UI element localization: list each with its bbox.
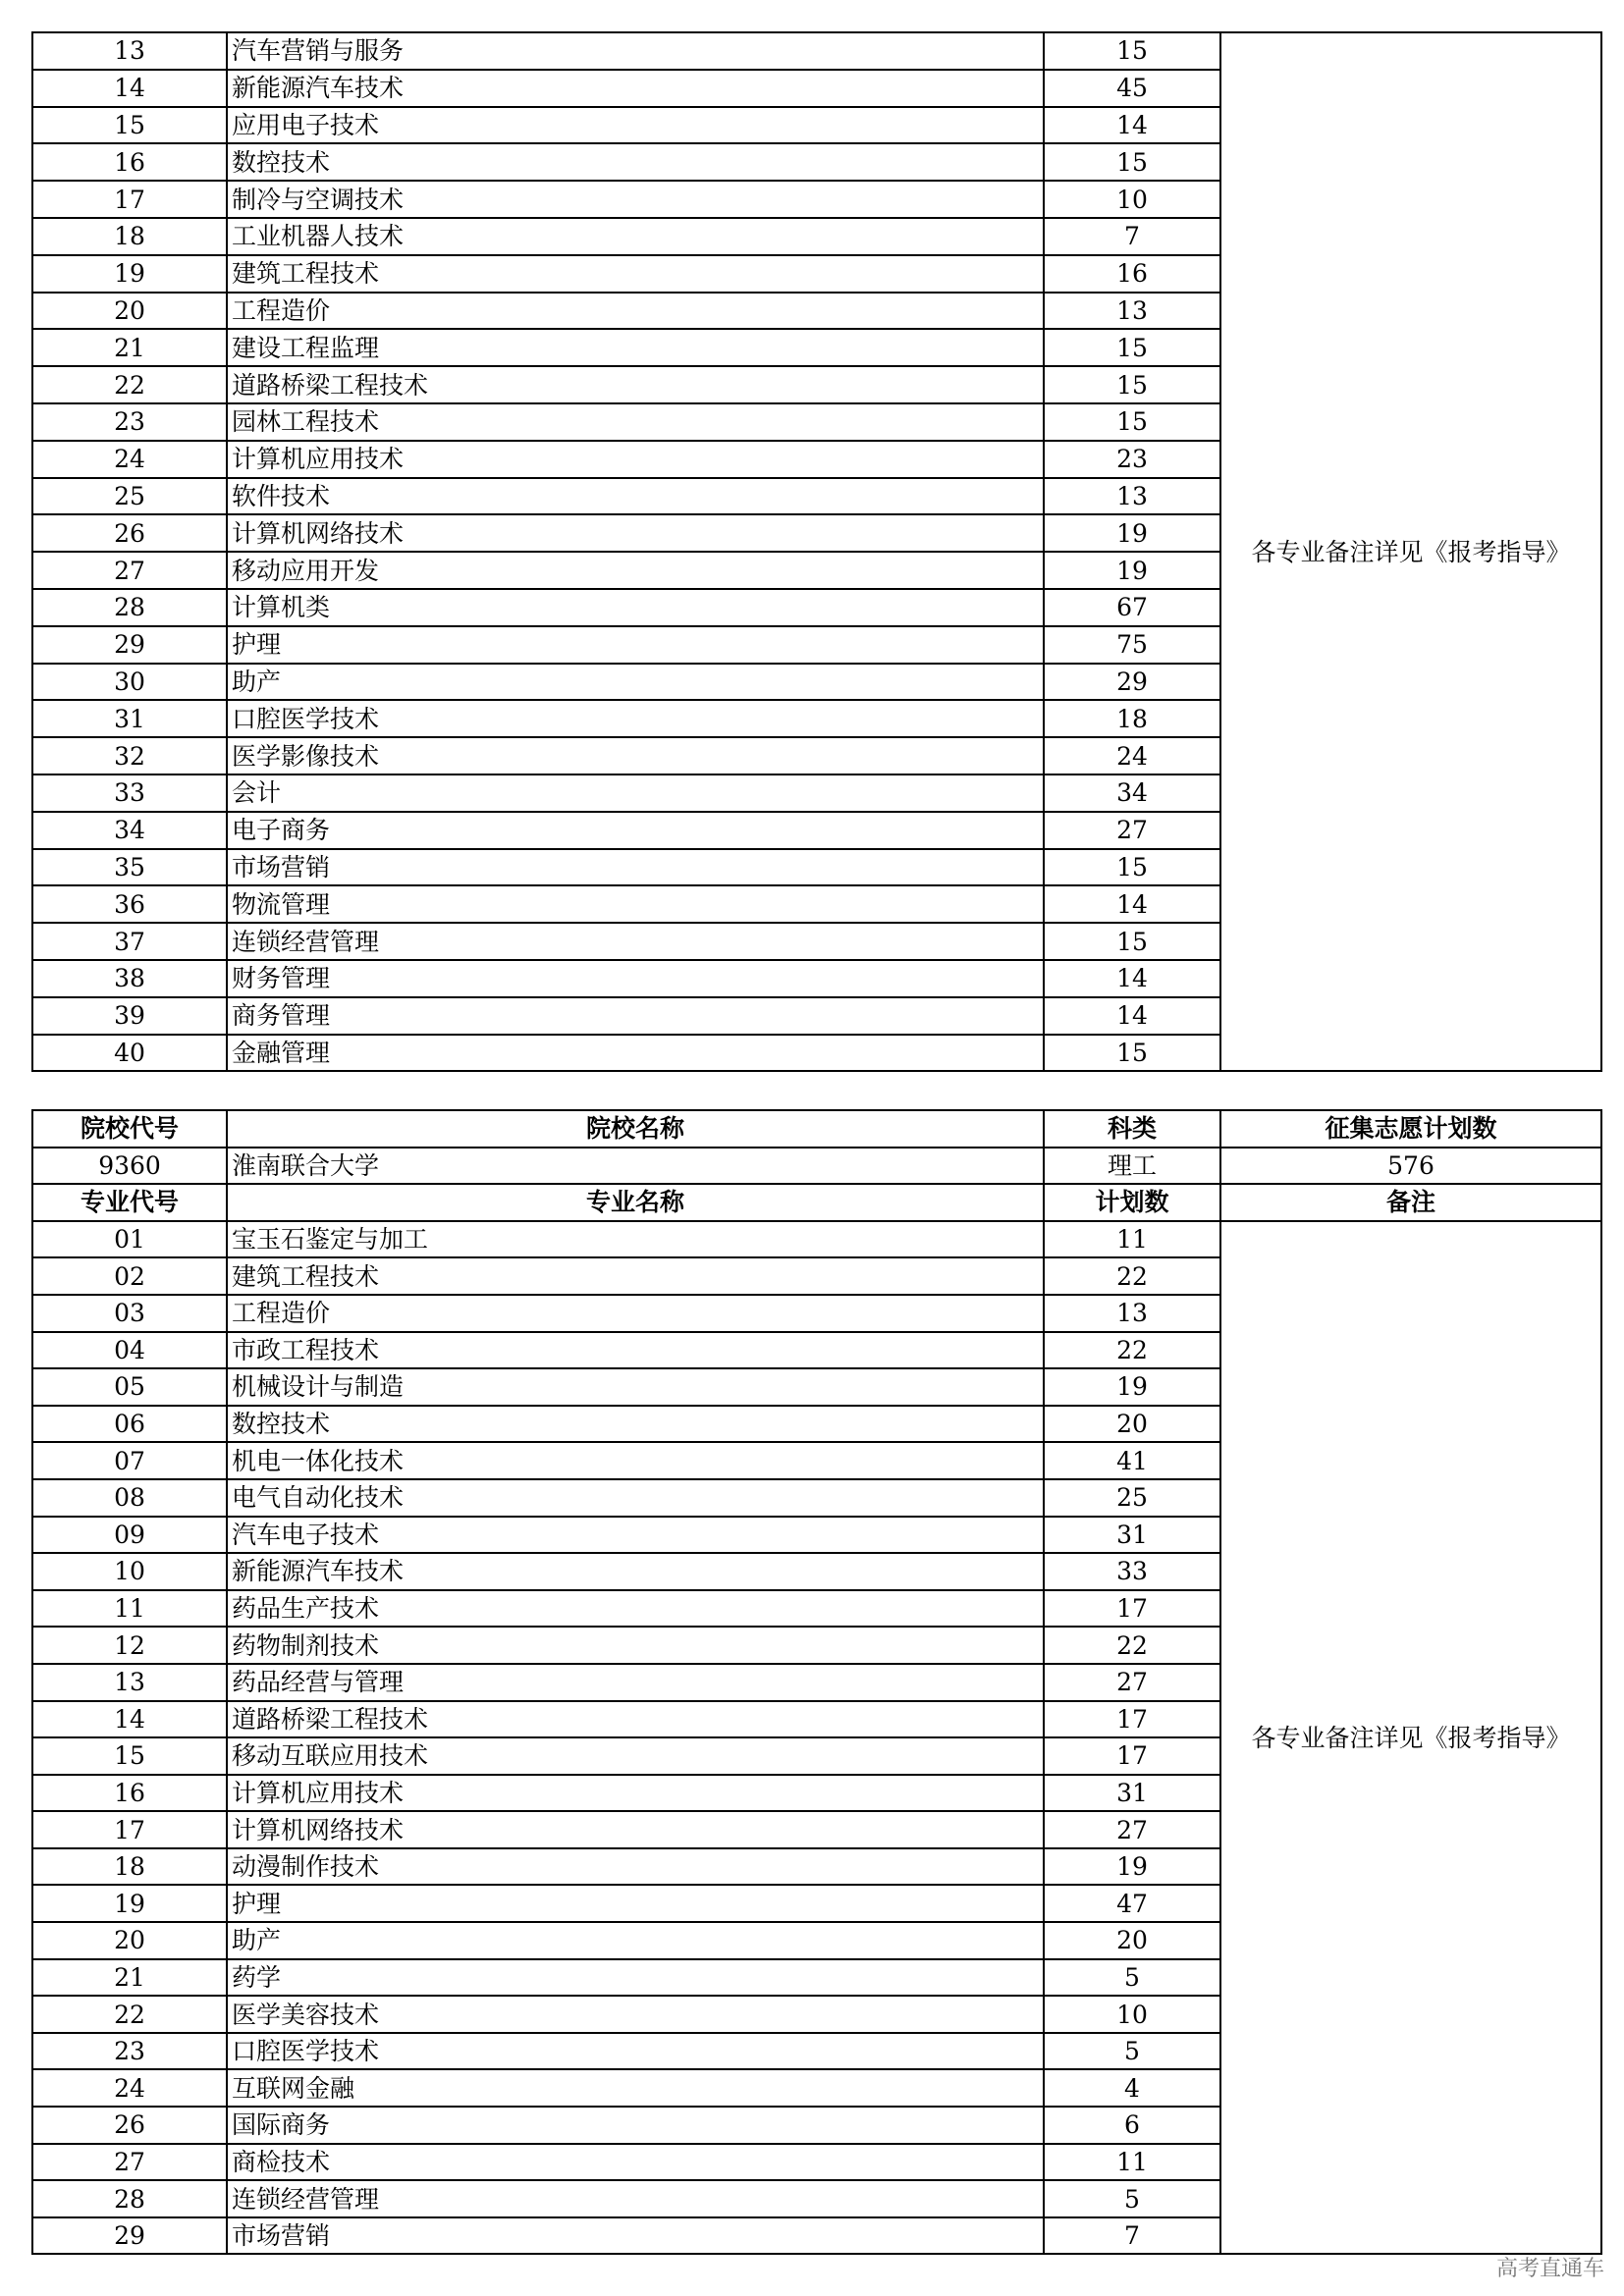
major-code-cell: 25 <box>32 478 227 515</box>
plan-count-cell: 18 <box>1044 700 1220 737</box>
major-header-row <box>32 1184 1601 1221</box>
major-name-cell: 医学美容技术 <box>227 1996 1044 2033</box>
major-name-cell: 新能源汽车技术 <box>227 1553 1044 1590</box>
major-name-cell: 国际商务 <box>227 2107 1044 2144</box>
majors-table-continued <box>31 31 1602 1072</box>
plan-count-cell: 15 <box>1044 1035 1220 1072</box>
plan-count-cell: 15 <box>1044 32 1220 70</box>
major-name-cell: 移动互联应用技术 <box>227 1737 1044 1775</box>
major-name-cell: 汽车电子技术 <box>227 1517 1044 1554</box>
major-name-cell: 市场营销 <box>227 2217 1044 2255</box>
plan-count-cell: 23 <box>1044 441 1220 478</box>
watermark-text: 高考直通车 <box>1495 2257 1604 2281</box>
major-name-cell: 药学 <box>227 1959 1044 1997</box>
header-plan: 计划数 <box>1044 1184 1220 1221</box>
plan-count-cell: 7 <box>1044 2217 1220 2255</box>
major-code-cell: 40 <box>32 1035 227 1072</box>
major-code-cell: 34 <box>32 812 227 849</box>
plan-count-cell: 22 <box>1044 1627 1220 1664</box>
major-name-cell: 市政工程技术 <box>227 1332 1044 1369</box>
major-code-cell: 38 <box>32 960 227 997</box>
plan-count-cell: 13 <box>1044 1295 1220 1332</box>
plan-count-cell: 14 <box>1044 107 1220 144</box>
school-info-row <box>32 1148 1601 1185</box>
major-name-cell: 连锁经营管理 <box>227 923 1044 960</box>
major-name-cell: 新能源汽车技术 <box>227 70 1044 107</box>
school-code: 9360 <box>32 1148 227 1185</box>
plan-count-cell: 75 <box>1044 626 1220 664</box>
major-name-cell: 园林工程技术 <box>227 403 1044 441</box>
major-name-cell: 护理 <box>227 1885 1044 1922</box>
major-name-cell: 动漫制作技术 <box>227 1848 1044 1886</box>
major-code-cell: 15 <box>32 107 227 144</box>
plan-count-cell: 17 <box>1044 1701 1220 1738</box>
major-code-cell: 17 <box>32 181 227 218</box>
major-name-cell: 商检技术 <box>227 2144 1044 2181</box>
plan-count-cell: 15 <box>1044 403 1220 441</box>
major-code-cell: 27 <box>32 2144 227 2181</box>
major-code-cell: 14 <box>32 1701 227 1738</box>
major-code-cell: 10 <box>32 1553 227 1590</box>
table-row <box>32 32 1601 70</box>
major-name-cell: 电气自动化技术 <box>227 1479 1044 1517</box>
major-code-cell: 16 <box>32 143 227 181</box>
plan-count-cell: 15 <box>1044 329 1220 366</box>
major-code-cell: 36 <box>32 885 227 923</box>
major-code-cell: 22 <box>32 366 227 403</box>
major-code-cell: 24 <box>32 441 227 478</box>
major-name-cell: 口腔医学技术 <box>227 700 1044 737</box>
major-code-cell: 16 <box>32 1775 227 1812</box>
plan-count-cell: 13 <box>1044 478 1220 515</box>
major-code-cell: 14 <box>32 70 227 107</box>
major-name-cell: 电子商务 <box>227 812 1044 849</box>
plan-count-cell: 47 <box>1044 1885 1220 1922</box>
major-name-cell: 道路桥梁工程技术 <box>227 366 1044 403</box>
school-category: 理工 <box>1044 1148 1220 1185</box>
major-code-cell: 27 <box>32 552 227 589</box>
major-name-cell: 建筑工程技术 <box>227 255 1044 293</box>
major-name-cell: 数控技术 <box>227 1406 1044 1443</box>
plan-count-cell: 27 <box>1044 1664 1220 1701</box>
plan-count-cell: 7 <box>1044 218 1220 255</box>
major-code-cell: 35 <box>32 849 227 886</box>
major-name-cell: 宝玉石鉴定与加工 <box>227 1221 1044 1258</box>
plan-count-cell: 11 <box>1044 1221 1220 1258</box>
major-name-cell: 数控技术 <box>227 143 1044 181</box>
major-code-cell: 07 <box>32 1442 227 1479</box>
major-name-cell: 计算机应用技术 <box>227 441 1044 478</box>
major-code-cell: 02 <box>32 1257 227 1295</box>
school-name: 淮南联合大学 <box>227 1148 1044 1185</box>
major-code-cell: 11 <box>32 1590 227 1628</box>
major-code-cell: 08 <box>32 1479 227 1517</box>
major-code-cell: 09 <box>32 1517 227 1554</box>
major-code-cell: 37 <box>32 923 227 960</box>
major-name-cell: 工业机器人技术 <box>227 218 1044 255</box>
major-name-cell: 会计 <box>227 774 1044 812</box>
plan-count-cell: 67 <box>1044 589 1220 626</box>
plan-count-cell: 5 <box>1044 2033 1220 2070</box>
major-code-cell: 05 <box>32 1368 227 1406</box>
major-code-cell: 28 <box>32 589 227 626</box>
major-name-cell: 建设工程监理 <box>227 329 1044 366</box>
major-name-cell: 财务管理 <box>227 960 1044 997</box>
plan-count-cell: 29 <box>1044 664 1220 701</box>
major-name-cell: 互联网金融 <box>227 2069 1044 2107</box>
major-name-cell: 移动应用开发 <box>227 552 1044 589</box>
header-school-code: 院校代号 <box>32 1110 227 1148</box>
major-code-cell: 15 <box>32 1737 227 1775</box>
major-name-cell: 药品生产技术 <box>227 1590 1044 1628</box>
plan-count-cell: 15 <box>1044 366 1220 403</box>
major-name-cell: 药物制剂技术 <box>227 1627 1044 1664</box>
plan-count-cell: 15 <box>1044 143 1220 181</box>
major-name-cell: 计算机类 <box>227 589 1044 626</box>
major-name-cell: 制冷与空调技术 <box>227 181 1044 218</box>
major-code-cell: 13 <box>32 1664 227 1701</box>
plan-count-cell: 16 <box>1044 255 1220 293</box>
plan-count-cell: 33 <box>1044 1553 1220 1590</box>
plan-count-cell: 22 <box>1044 1332 1220 1369</box>
major-name-cell: 金融管理 <box>227 1035 1044 1072</box>
major-code-cell: 23 <box>32 403 227 441</box>
major-code-cell: 03 <box>32 1295 227 1332</box>
plan-count-cell: 20 <box>1044 1922 1220 1959</box>
major-code-cell: 18 <box>32 1848 227 1886</box>
major-code-cell: 22 <box>32 1996 227 2033</box>
major-code-cell: 19 <box>32 255 227 293</box>
school-plan-total: 576 <box>1220 1148 1601 1185</box>
major-code-cell: 20 <box>32 1922 227 1959</box>
plan-count-cell: 19 <box>1044 514 1220 552</box>
plan-count-cell: 17 <box>1044 1737 1220 1775</box>
plan-count-cell: 14 <box>1044 997 1220 1035</box>
major-name-cell: 计算机网络技术 <box>227 1811 1044 1848</box>
major-code-cell: 21 <box>32 1959 227 1997</box>
major-code-cell: 31 <box>32 700 227 737</box>
school-header-row <box>32 1110 1601 1148</box>
major-name-cell: 应用电子技术 <box>227 107 1044 144</box>
major-name-cell: 软件技术 <box>227 478 1044 515</box>
plan-count-cell: 11 <box>1044 2144 1220 2181</box>
plan-count-cell: 5 <box>1044 2180 1220 2217</box>
major-name-cell: 道路桥梁工程技术 <box>227 1701 1044 1738</box>
major-name-cell: 工程造价 <box>227 293 1044 330</box>
table-row <box>32 1221 1601 1258</box>
major-code-cell: 01 <box>32 1221 227 1258</box>
major-name-cell: 药品经营与管理 <box>227 1664 1044 1701</box>
major-name-cell: 计算机应用技术 <box>227 1775 1044 1812</box>
major-code-cell: 32 <box>32 737 227 774</box>
plan-count-cell: 13 <box>1044 293 1220 330</box>
plan-count-cell: 41 <box>1044 1442 1220 1479</box>
major-code-cell: 04 <box>32 1332 227 1369</box>
major-code-cell: 19 <box>32 1885 227 1922</box>
plan-count-cell: 27 <box>1044 1811 1220 1848</box>
major-name-cell: 计算机网络技术 <box>227 514 1044 552</box>
major-code-cell: 26 <box>32 2107 227 2144</box>
plan-count-cell: 45 <box>1044 70 1220 107</box>
major-code-cell: 26 <box>32 514 227 552</box>
plan-count-cell: 5 <box>1044 1959 1220 1997</box>
major-code-cell: 29 <box>32 626 227 664</box>
major-code-cell: 39 <box>32 997 227 1035</box>
major-name-cell: 助产 <box>227 1922 1044 1959</box>
header-plan-total: 征集志愿计划数 <box>1220 1110 1601 1148</box>
major-code-cell: 28 <box>32 2180 227 2217</box>
major-name-cell: 建筑工程技术 <box>227 1257 1044 1295</box>
major-code-cell: 20 <box>32 293 227 330</box>
major-code-cell: 17 <box>32 1811 227 1848</box>
header-note: 备注 <box>1220 1184 1601 1221</box>
major-name-cell: 口腔医学技术 <box>227 2033 1044 2070</box>
major-name-cell: 助产 <box>227 664 1044 701</box>
major-name-cell: 连锁经营管理 <box>227 2180 1044 2217</box>
major-name-cell: 物流管理 <box>227 885 1044 923</box>
major-name-cell: 机械设计与制造 <box>227 1368 1044 1406</box>
plan-count-cell: 6 <box>1044 2107 1220 2144</box>
plan-count-cell: 10 <box>1044 181 1220 218</box>
plan-count-cell: 19 <box>1044 552 1220 589</box>
major-name-cell: 市场营销 <box>227 849 1044 886</box>
plan-count-cell: 4 <box>1044 2069 1220 2107</box>
plan-count-cell: 22 <box>1044 1257 1220 1295</box>
plan-count-cell: 19 <box>1044 1848 1220 1886</box>
header-category: 科类 <box>1044 1110 1220 1148</box>
plan-count-cell: 31 <box>1044 1775 1220 1812</box>
major-code-cell: 06 <box>32 1406 227 1443</box>
major-name-cell: 汽车营销与服务 <box>227 32 1044 70</box>
plan-count-cell: 31 <box>1044 1517 1220 1554</box>
major-code-cell: 29 <box>32 2217 227 2255</box>
remarks-cell: 各专业备注详见《报考指导》 <box>1220 1221 1601 2255</box>
major-code-cell: 12 <box>32 1627 227 1664</box>
major-code-cell: 30 <box>32 664 227 701</box>
plan-count-cell: 15 <box>1044 849 1220 886</box>
major-code-cell: 33 <box>32 774 227 812</box>
school-plan-table <box>31 1109 1602 2255</box>
plan-count-cell: 19 <box>1044 1368 1220 1406</box>
plan-count-cell: 25 <box>1044 1479 1220 1517</box>
major-name-cell: 医学影像技术 <box>227 737 1044 774</box>
major-code-cell: 13 <box>32 32 227 70</box>
header-school-name: 院校名称 <box>227 1110 1044 1148</box>
major-name-cell: 机电一体化技术 <box>227 1442 1044 1479</box>
header-major-name: 专业名称 <box>227 1184 1044 1221</box>
major-code-cell: 18 <box>32 218 227 255</box>
major-name-cell: 工程造价 <box>227 1295 1044 1332</box>
major-code-cell: 23 <box>32 2033 227 2070</box>
plan-count-cell: 34 <box>1044 774 1220 812</box>
plan-count-cell: 15 <box>1044 923 1220 960</box>
plan-count-cell: 10 <box>1044 1996 1220 2033</box>
major-code-cell: 24 <box>32 2069 227 2107</box>
plan-count-cell: 20 <box>1044 1406 1220 1443</box>
plan-count-cell: 17 <box>1044 1590 1220 1628</box>
plan-count-cell: 27 <box>1044 812 1220 849</box>
major-name-cell: 商务管理 <box>227 997 1044 1035</box>
remarks-cell: 各专业备注详见《报考指导》 <box>1220 32 1601 1071</box>
major-name-cell: 护理 <box>227 626 1044 664</box>
plan-count-cell: 24 <box>1044 737 1220 774</box>
plan-count-cell: 14 <box>1044 885 1220 923</box>
header-major-code: 专业代号 <box>32 1184 227 1221</box>
plan-count-cell: 14 <box>1044 960 1220 997</box>
major-code-cell: 21 <box>32 329 227 366</box>
